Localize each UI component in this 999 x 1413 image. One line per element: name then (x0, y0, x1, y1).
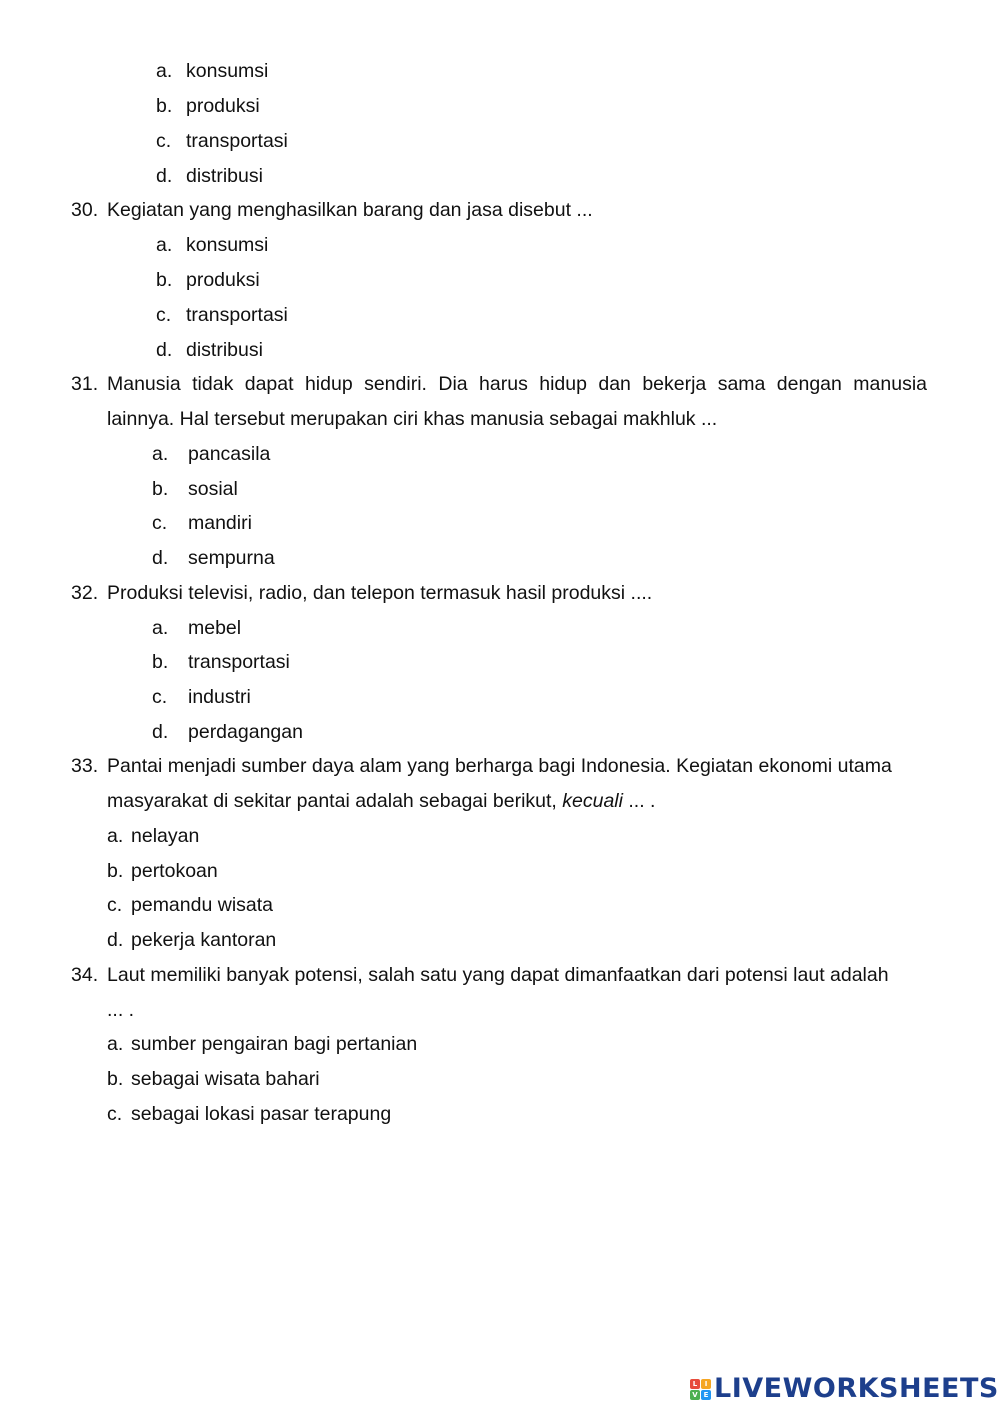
option-letter: a. (152, 617, 169, 639)
question-text-line-2 (107, 784, 655, 819)
option-text: distribusi (186, 165, 263, 187)
option-text: distribusi (186, 339, 263, 361)
question-stem (0, 576, 999, 611)
option-text: transportasi (186, 130, 288, 152)
question-stem-continued (0, 402, 999, 437)
option-letter: d. (152, 721, 169, 743)
option-b[interactable] (0, 263, 999, 298)
question-text: Produksi televisi, radio, dan telepon termasuk hasil produksi .... (107, 582, 653, 604)
option-c[interactable] (0, 298, 999, 333)
option-text: sebagai lokasi pasar terapung (131, 1103, 392, 1125)
logo-badge-cell: I (701, 1379, 711, 1389)
option-text: produksi (186, 269, 260, 291)
option-c[interactable] (0, 506, 999, 541)
question-stem (0, 749, 999, 784)
question-stem-continued (0, 784, 999, 819)
question-number: 33. (71, 755, 99, 777)
option-letter: b. (156, 269, 173, 291)
option-letter: c. (152, 512, 168, 534)
option-letter: d. (156, 339, 173, 361)
option-letter: a. (156, 60, 173, 82)
option-a[interactable] (0, 437, 999, 472)
question-text-pre: masyarakat di sekitar pantai adalah sebagai berikut, (107, 790, 563, 812)
question-text-emphasis: kecuali (562, 790, 623, 812)
option-letter: c. (156, 130, 172, 152)
option-text: pemandu wisata (131, 894, 274, 916)
option-b[interactable] (0, 1062, 999, 1097)
option-b[interactable] (0, 854, 999, 889)
option-text: pekerja kantoran (131, 929, 277, 951)
option-letter: a. (156, 234, 173, 256)
option-letter: a. (107, 825, 124, 847)
option-text: produksi (186, 95, 260, 117)
option-b[interactable] (0, 89, 999, 124)
question-number: 30. (71, 199, 99, 221)
question-stem-continued (0, 993, 999, 1028)
question-number: 32. (71, 582, 99, 604)
option-letter: b. (156, 95, 173, 117)
option-d[interactable] (0, 159, 999, 194)
option-letter: c. (107, 1103, 123, 1125)
option-text: sumber pengairan bagi pertanian (131, 1033, 418, 1055)
option-c[interactable] (0, 680, 999, 715)
option-a[interactable] (0, 1027, 999, 1062)
option-text: transportasi (186, 304, 288, 326)
logo-wordmark: LIVEWORKSHEETS (714, 1373, 999, 1404)
logo-badge-cell: E (701, 1390, 711, 1400)
option-text: pancasila (188, 443, 271, 465)
question-text-line-1: Pantai menjadi sumber daya alam yang berharga bagi Indonesia. Kegiatan ekonomi utama (107, 755, 892, 777)
question-stem (0, 958, 999, 993)
option-text: perdagangan (188, 721, 303, 743)
question-stem (0, 367, 999, 402)
option-a[interactable] (0, 54, 999, 89)
option-letter: a. (152, 443, 169, 465)
option-letter: d. (107, 929, 124, 951)
option-d[interactable] (0, 923, 999, 958)
question-stem (0, 193, 999, 228)
option-text: pertokoan (131, 860, 218, 882)
option-text: sempurna (188, 547, 275, 569)
option-text: mebel (188, 617, 242, 639)
question-text-line-1: Laut memiliki banyak potensi, salah satu yang dapat dimanfaatkan dari potensi laut adalah (107, 964, 889, 986)
logo-badge-cell: L (690, 1379, 700, 1389)
option-letter: b. (107, 860, 124, 882)
option-letter: a. (107, 1033, 124, 1055)
question-number: 31. (71, 373, 99, 395)
option-b[interactable] (0, 472, 999, 507)
option-text: mandiri (188, 512, 252, 534)
option-a[interactable] (0, 819, 999, 854)
option-c[interactable] (0, 124, 999, 159)
logo-badge-icon (690, 1379, 711, 1400)
option-letter: d. (152, 547, 169, 569)
option-c[interactable] (0, 888, 999, 923)
option-text: transportasi (188, 651, 290, 673)
option-text: konsumsi (186, 60, 269, 82)
option-b[interactable] (0, 645, 999, 680)
question-text-post: ... . (622, 790, 656, 812)
option-letter: b. (107, 1068, 124, 1090)
option-letter: c. (152, 686, 168, 708)
question-text: Kegiatan yang menghasilkan barang dan jasa disebut ... (107, 199, 593, 221)
option-letter: c. (107, 894, 123, 916)
option-d[interactable] (0, 541, 999, 576)
option-text: nelayan (131, 825, 200, 847)
option-a[interactable] (0, 228, 999, 263)
option-d[interactable] (0, 715, 999, 750)
option-a[interactable] (0, 611, 999, 646)
question-text-line-2: ... . (107, 999, 135, 1021)
option-c[interactable] (0, 1097, 999, 1132)
option-letter: b. (152, 478, 169, 500)
logo-badge-cell: V (690, 1390, 700, 1400)
question-text-line-1: Manusia tidak dapat hidup sendiri. Dia harus hidup dan bekerja sama dengan manusia (107, 373, 927, 395)
option-text: sebagai wisata bahari (131, 1068, 320, 1090)
question-number: 34. (71, 964, 99, 986)
option-text: konsumsi (186, 234, 269, 256)
option-letter: b. (152, 651, 169, 673)
question-text-line-2: lainnya. Hal tersebut merupakan ciri khas manusia sebagai makhluk ... (107, 408, 718, 430)
option-text: sosial (188, 478, 238, 500)
option-letter: c. (156, 304, 172, 326)
option-text: industri (188, 686, 251, 708)
option-letter: d. (156, 165, 173, 187)
option-d[interactable] (0, 333, 999, 368)
liveworksheets-logo[interactable] (690, 1372, 999, 1406)
